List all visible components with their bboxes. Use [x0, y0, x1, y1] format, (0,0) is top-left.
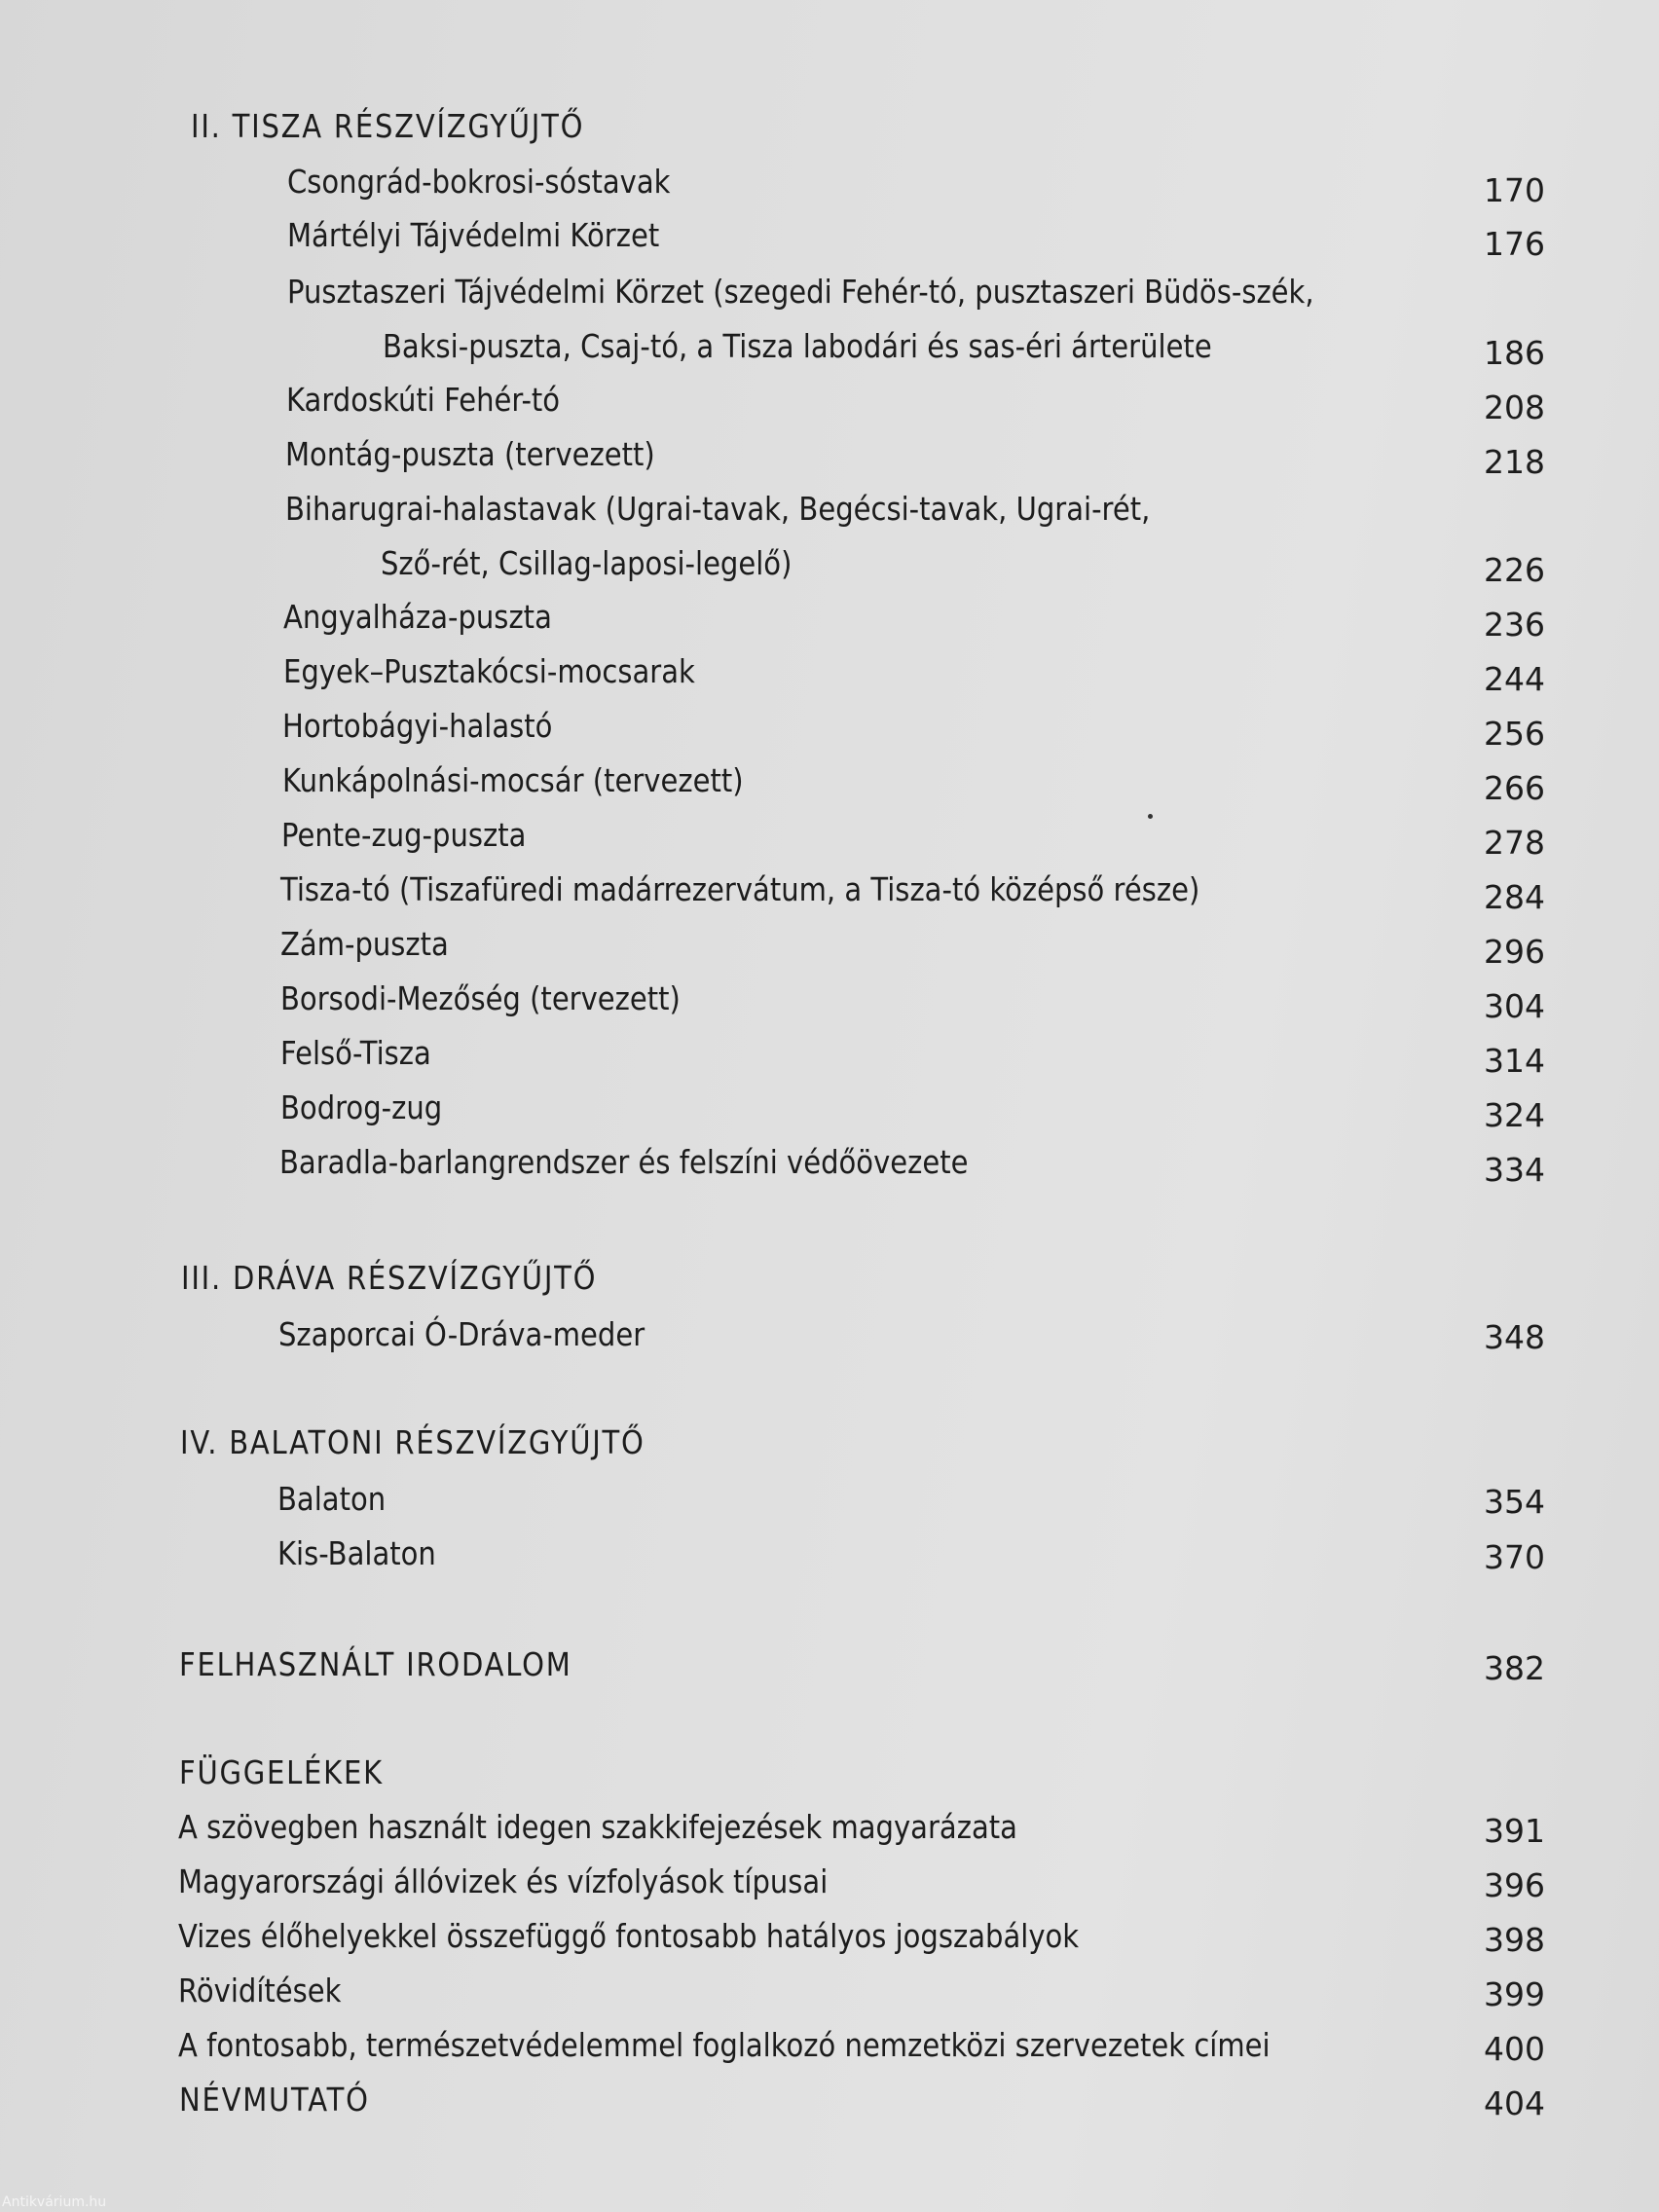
toc-entry-page: 324	[1484, 1096, 1545, 1134]
toc-entry-page: 296	[1484, 933, 1545, 971]
toc-entry-page: 218	[1484, 443, 1545, 481]
toc-entry-page: 284	[1484, 878, 1545, 916]
toc-entry-page: 304	[1484, 987, 1545, 1025]
toc-entry-title: Kardoskúti Fehér-tó	[286, 381, 561, 419]
toc-entry-title: Egyek–Pusztakócsi-mocsarak	[283, 652, 695, 690]
toc-entry-title: A szövegben használt idegen szakkifejezések magyarázata	[178, 1808, 1017, 1846]
section-heading-balaton: IV. BALATONI RÉSZVÍZGYŰJTŐ	[180, 1423, 645, 1461]
toc-entry-page: 244	[1484, 660, 1545, 698]
toc-entry-title: Balaton	[277, 1480, 387, 1518]
toc-entry-page: 382	[1484, 1649, 1545, 1687]
toc-entry-title: Mártélyi Tájvédelmi Körzet	[287, 216, 660, 254]
toc-entry-title: Borsodi-Mezőség (tervezett)	[280, 979, 681, 1017]
toc-entry-page: 334	[1484, 1151, 1545, 1189]
toc-entry-title: Angyalháza-puszta	[283, 598, 552, 636]
toc-entry-page: 226	[1484, 551, 1545, 589]
toc-entry-title: Csongrád-bokrosi-sóstavak	[287, 163, 671, 201]
toc-entry-page: 391	[1484, 1812, 1545, 1850]
toc-entry-title: Zám-puszta	[280, 925, 449, 963]
toc-entry-title-continuation: Sző-rét, Csillag-laposi-legelő)	[381, 544, 793, 582]
toc-entry-page: 208	[1484, 388, 1545, 426]
toc-entry-page: 398	[1484, 1921, 1545, 1959]
toc-entry-title: Montág-puszta (tervezett)	[285, 435, 655, 473]
toc-entry-page: 348	[1484, 1318, 1545, 1356]
toc-entry-title: Tisza-tó (Tiszafüredi madárrezervátum, a Tisza-tó középső része)	[280, 870, 1200, 908]
toc-entry-page: 266	[1484, 769, 1545, 807]
toc-entry-title: Kunkápolnási-mocsár (tervezett)	[282, 761, 744, 799]
toc-entry-title: Baradla-barlangrendszer és felszíni védőövezete	[279, 1143, 969, 1181]
toc-entry-page: 186	[1484, 334, 1545, 372]
toc-entry-page: 399	[1484, 1975, 1545, 2013]
toc-entry-page: 370	[1484, 1538, 1545, 1576]
section-heading-tisza: II. TISZA RÉSZVÍZGYŰJTŐ	[191, 107, 585, 145]
toc-entry-page: 176	[1484, 225, 1545, 263]
toc-entry-title: Bodrog-zug	[280, 1088, 443, 1126]
speck-dot	[1148, 814, 1153, 819]
toc-entry-title-continuation: Baksi-puszta, Csaj-tó, a Tisza labodári és sas-éri árterülete	[383, 327, 1212, 365]
toc-entry-title: Felső-Tisza	[280, 1034, 431, 1072]
toc-entry-page: 354	[1484, 1483, 1545, 1521]
toc-entry-page: 236	[1484, 606, 1545, 644]
toc-entry-page: 404	[1484, 2084, 1545, 2122]
section-heading-drava: III. DRÁVA RÉSZVÍZGYŰJTŐ	[181, 1259, 598, 1297]
toc-entry-page: 396	[1484, 1866, 1545, 1904]
toc-entry-title: Szaporcai Ó-Dráva-meder	[278, 1315, 645, 1353]
toc-entry-page: 256	[1484, 715, 1545, 753]
toc-entry-page: 278	[1484, 824, 1545, 862]
toc-entry-title: Pusztaszeri Tájvédelmi Körzet (szegedi Fehér-tó, pusztaszeri Büdös-szék,	[287, 273, 1314, 311]
section-heading-fuggelekek: FÜGGELÉKEK	[179, 1753, 384, 1791]
toc-entry-page: 314	[1484, 1042, 1545, 1080]
section-heading-irodalom: FELHASZNÁLT IRODALOM	[179, 1645, 572, 1683]
toc-entry-title: Kis-Balaton	[277, 1534, 436, 1572]
watermark: Antikvárium.hu	[2, 2194, 107, 2210]
toc-entry-title: A fontosabb, természetvédelemmel foglalkozó nemzetközi szervezetek címei	[178, 2026, 1271, 2064]
toc-entry-title: Hortobágyi-halastó	[282, 707, 553, 745]
toc-entry-title: Vizes élőhelyekkel összefüggő fontosabb hatályos jogszabályok	[178, 1917, 1080, 1955]
section-heading-nevmutato: NÉVMUTATÓ	[179, 2081, 370, 2119]
toc-entry-title: Biharugrai-halastavak (Ugrai-tavak, Begécsi-tavak, Ugrai-rét,	[285, 490, 1151, 528]
toc-entry-page: 400	[1484, 2030, 1545, 2068]
toc-entry-title: Pente-zug-puszta	[281, 816, 527, 854]
toc-entry-title: Magyarországi állóvizek és vízfolyások típusai	[178, 1862, 829, 1900]
toc-entry-page: 170	[1484, 171, 1545, 209]
toc-entry-title: Rövidítések	[178, 1972, 342, 2009]
